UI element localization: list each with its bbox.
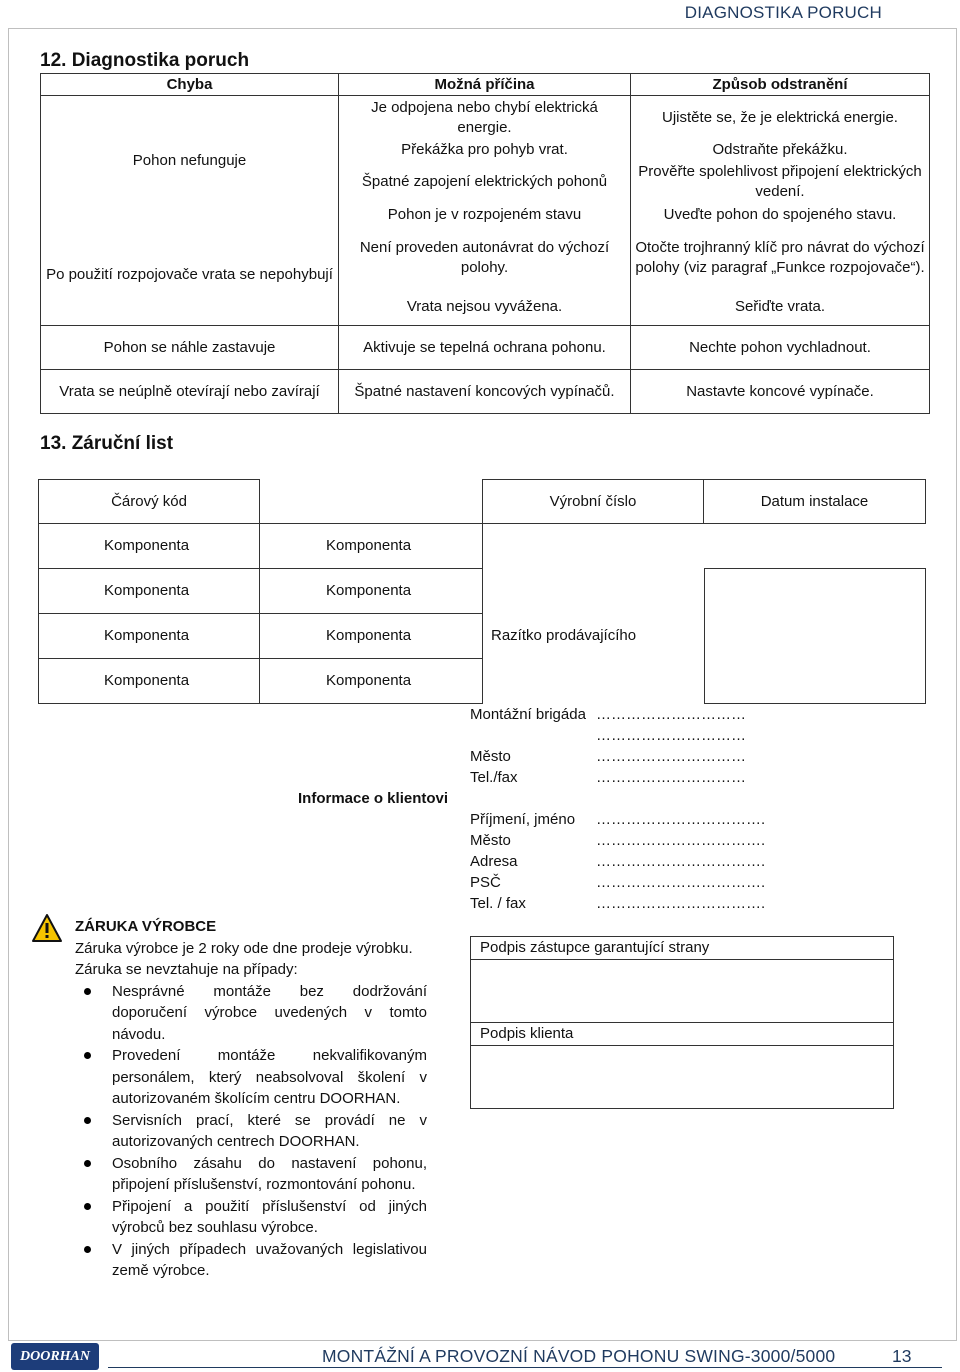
- component-label: Komponenta: [326, 627, 412, 644]
- fix-cell: Nastavte koncové vypínače.: [631, 370, 930, 414]
- divider: [38, 523, 483, 524]
- guarantor-signature-label: Podpis zástupce garantující strany: [480, 939, 710, 956]
- fix-cell: Ujistěte se, že je elektrická energie.: [631, 96, 930, 140]
- table-row: [41, 226, 930, 290]
- component-label: Komponenta: [104, 582, 190, 599]
- client-field-label: PSČ: [470, 874, 501, 891]
- serial-number-cell: [482, 479, 704, 524]
- component-label: Komponenta: [326, 672, 412, 689]
- column-header: Možná příčina: [339, 74, 631, 96]
- client-field-dots: …………………………….: [596, 832, 766, 849]
- list-item: V jiných případech uvažovaných legislativou země výrobce.: [75, 1239, 427, 1282]
- installer-field-dots: …………………………: [596, 769, 746, 786]
- barcode-label: Čárový kód: [111, 493, 187, 510]
- installer-field-label: Montážní brigáda: [470, 706, 586, 723]
- divider: [38, 568, 483, 569]
- fault-cell: Pohon se náhle zastavuje: [41, 326, 339, 370]
- client-field-dots: …………………………….: [596, 811, 766, 828]
- cause-cell: Překážka pro pohyb vrat.: [339, 140, 631, 160]
- diagnostics-table: [40, 73, 930, 414]
- serial-number-label: Výrobní číslo: [549, 493, 637, 510]
- list-item: Servisních prací, které se provádí ne v autorizovaných centrech DOORHAN.: [75, 1110, 427, 1153]
- table-header-row: [41, 74, 930, 96]
- fix-cell: Prověřte spolehlivost připojení elektrických vedení.: [631, 160, 930, 204]
- component-label: Komponenta: [326, 582, 412, 599]
- divider: [470, 959, 894, 960]
- client-field-label: Příjmení, jméno: [470, 811, 576, 828]
- divider: [470, 1022, 894, 1023]
- list-item: Osobního zásahu do nastavení pohonu, připojení příslušenství, rozmontování pohonu.: [75, 1153, 427, 1196]
- fault-cell: Po použití rozpojovače vrata se nepohybují: [41, 226, 339, 326]
- list-item: Provedení montáže nekvalifikovaným personálem, který neabsolvoval školení v autorizovaném školícím centru DOORHAN.: [75, 1045, 427, 1110]
- warranty-card-heading: 13. Záruční list: [40, 433, 174, 454]
- client-info-label: Informace o klientovi: [298, 790, 449, 807]
- fix-cell: Otočte trojhranný klíč pro návrat do výchozí polohy (viz paragraf „Funkce rozpojovače“).: [631, 226, 930, 290]
- page-number: 13: [892, 1346, 912, 1366]
- fix-cell: Odstraňte překážku.: [631, 140, 930, 160]
- stamp-box: [704, 568, 926, 704]
- cause-cell: Pohon je v rozpojeném stavu: [339, 204, 631, 226]
- divider: [38, 658, 483, 659]
- table-row: [41, 326, 930, 370]
- exclusions-heading: Záruka se nevztahuje na případy:: [75, 961, 298, 978]
- cause-cell: Vrata nejsou vyvážena.: [339, 290, 631, 326]
- fix-cell: Nechte pohon vychladnout.: [631, 326, 930, 370]
- installer-field-dots: …………………………: [596, 748, 746, 765]
- divider: [259, 479, 260, 524]
- list-item: Nesprávné montáže bez dodržování doporučení výrobce uvedených v tomto návodu.: [75, 981, 427, 1046]
- client-field-dots: …………………………….: [596, 874, 766, 891]
- install-date-label: Datum instalace: [760, 493, 869, 510]
- install-date-cell: [703, 479, 926, 524]
- warning-triangle-icon: [31, 913, 63, 943]
- warranty-title: ZÁRUKA VÝROBCE: [75, 918, 217, 935]
- client-field-dots: …………………………….: [596, 853, 766, 870]
- divider: [38, 613, 483, 614]
- component-label: Komponenta: [104, 627, 190, 644]
- divider: [470, 1045, 894, 1046]
- seller-stamp-label: Razítko prodávajícího: [491, 627, 637, 644]
- installer-field-dots: …………………………: [596, 706, 746, 723]
- cause-cell: Aktivuje se tepelná ochrana pohonu.: [339, 326, 631, 370]
- client-field-label: Tel. / fax: [470, 895, 526, 912]
- column-header: Chyba: [41, 74, 339, 96]
- warranty-intro: Záruka výrobce je 2 roky ode dne prodeje výrobku.: [75, 939, 413, 957]
- fault-cell: Vrata se neúplně otevírají nebo zavírají: [41, 370, 339, 414]
- client-field-dots: …………………………….: [596, 895, 766, 912]
- list-item: Připojení a použití příslušenství od jiných výrobců bez souhlasu výrobce.: [75, 1196, 427, 1239]
- fix-cell: Uveďte pohon do spojeného stavu.: [631, 204, 930, 226]
- cause-cell: Špatné zapojení elektrických pohonů: [339, 160, 631, 204]
- exclusions-list: [75, 981, 427, 1282]
- installer-field-label: Tel./fax: [470, 769, 518, 786]
- barcode-cell: [38, 479, 260, 524]
- component-label: Komponenta: [104, 537, 190, 554]
- cause-cell: Není proveden autonávrat do výchozí polohy.: [339, 226, 631, 290]
- diagnostics-heading: 12. Diagnostika poruch: [40, 50, 250, 71]
- cause-cell: Špatné nastavení koncových vypínačů.: [339, 370, 631, 414]
- client-field-label: Město: [470, 832, 511, 849]
- table-row: [41, 96, 930, 140]
- section-header: DIAGNOSTIKA PORUCH: [684, 3, 882, 22]
- cause-cell: Je odpojena nebo chybí elektrická energie.: [339, 96, 631, 140]
- doorhan-logo: DOORHAN: [11, 1343, 99, 1370]
- column-header: Způsob odstranění: [631, 74, 930, 96]
- manufacturer-warranty: [75, 916, 427, 1282]
- fault-cell: Pohon nefunguje: [41, 96, 339, 226]
- installer-field-label: Město: [470, 748, 511, 765]
- client-field-label: Adresa: [470, 853, 518, 870]
- component-label: Komponenta: [326, 537, 412, 554]
- manual-title: MONTÁŽNÍ A PROVOZNÍ NÁVOD POHONU SWING-3000/5000: [322, 1346, 836, 1366]
- component-label: Komponenta: [104, 672, 190, 689]
- installer-field-dots: …………………………: [596, 727, 746, 744]
- client-signature-label: Podpis klienta: [480, 1025, 574, 1042]
- footer-divider: [108, 1367, 942, 1368]
- fix-cell: Seřiďte vrata.: [631, 290, 930, 326]
- table-row: [41, 370, 930, 414]
